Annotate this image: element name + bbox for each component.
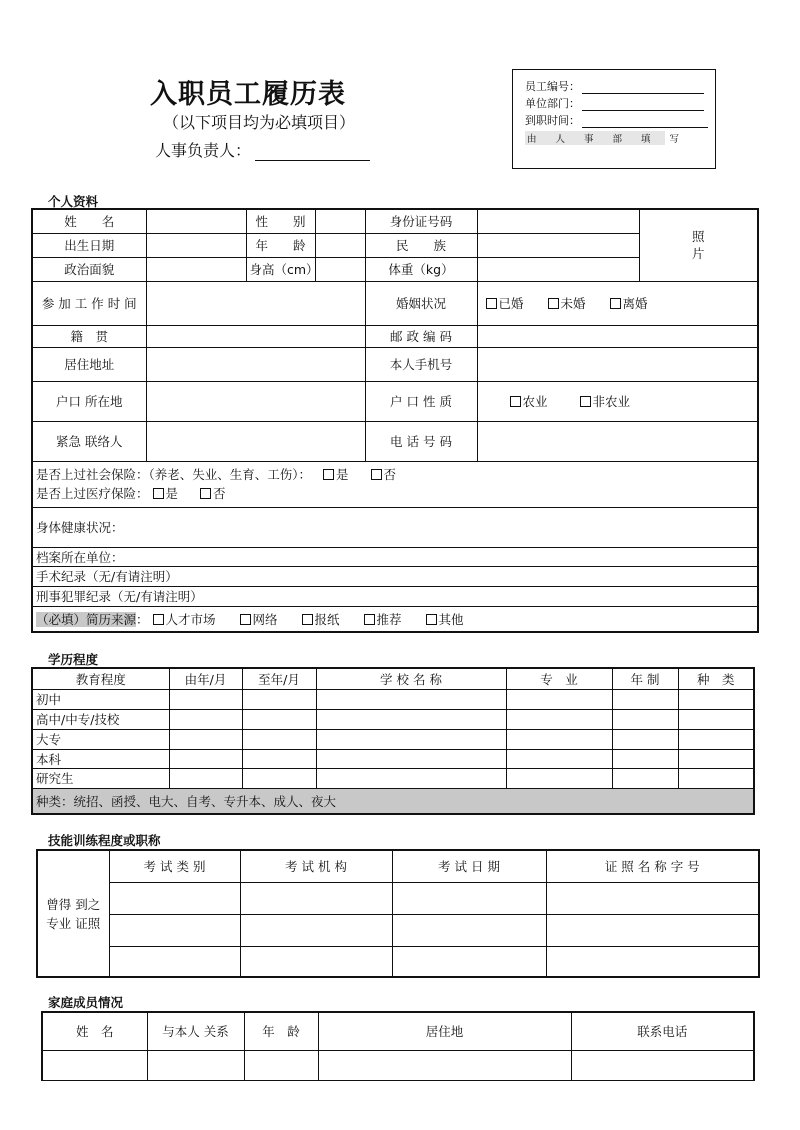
criminal-record-field[interactable]: 刑事犯罪纪录（无/有请注明） — [32, 586, 758, 606]
skills-cell[interactable] — [240, 882, 392, 914]
source-newspaper: 报纸 — [314, 611, 340, 627]
married-checkbox[interactable] — [486, 298, 497, 309]
source-referral-checkbox[interactable] — [364, 614, 375, 625]
skills-cell[interactable] — [546, 882, 759, 914]
edu-header-years: 年 制 — [612, 668, 678, 689]
nonrural-checkbox[interactable] — [580, 396, 591, 407]
emergency-contact-field[interactable] — [146, 421, 365, 461]
table-row — [32, 749, 754, 768]
social-insurance-no-checkbox[interactable] — [371, 469, 382, 480]
personal-info-table — [31, 208, 759, 633]
skills-header-exam-org: 考 试 机 构 — [240, 850, 392, 882]
edu-header-school: 学 校 名 称 — [316, 668, 506, 689]
resume-source-colon: ： — [136, 611, 149, 627]
birth-field[interactable] — [146, 233, 246, 257]
skills-cell[interactable] — [240, 946, 392, 977]
source-other-checkbox[interactable] — [426, 614, 437, 625]
unmarried-checkbox[interactable] — [548, 298, 559, 309]
section-title-skills: 技能训练程度或职称 — [48, 833, 161, 848]
social-insurance-line — [36, 465, 754, 484]
ethnic-field[interactable] — [477, 233, 639, 257]
edu-cell[interactable] — [316, 689, 506, 709]
emergency-contact-label: 紧急 联络人 — [32, 421, 146, 461]
family-header-relation: 与本人 关系 — [147, 1012, 244, 1050]
staff-no-row — [525, 78, 704, 94]
social-insurance-yes: 是 — [336, 467, 349, 482]
table-row — [32, 689, 754, 709]
edu-cell[interactable] — [242, 689, 316, 709]
social-insurance-label: 是否上过社会保险：（养老、失业、生育、工伤）： — [36, 467, 312, 482]
source-internet: 网络 — [252, 611, 278, 627]
hukou-location-field[interactable] — [146, 381, 365, 421]
phone-field[interactable] — [477, 421, 758, 461]
edu-cell[interactable] — [169, 768, 242, 788]
phone-label: 电 话 号 码 — [365, 421, 477, 461]
edu-cell[interactable] — [169, 729, 242, 749]
edu-cell[interactable] — [316, 709, 506, 729]
medical-insurance-yes-checkbox[interactable] — [153, 488, 164, 499]
resume-source-label: （必填）简历来源 — [36, 611, 137, 627]
edu-header-level: 教育程度 — [32, 668, 169, 689]
skills-cell[interactable] — [546, 914, 759, 946]
birth-label: 出生日期 — [32, 233, 146, 257]
edu-cell[interactable] — [612, 749, 678, 768]
edu-cell[interactable] — [169, 689, 242, 709]
source-talent-market: 人才市场 — [165, 611, 216, 627]
politics-label: 政治面貌 — [32, 257, 146, 281]
postcode-field[interactable] — [477, 325, 758, 347]
rural-option: 农业 — [522, 394, 548, 409]
skills-cell[interactable] — [240, 914, 392, 946]
edu-cell[interactable] — [242, 709, 316, 729]
medical-insurance-label: 是否上过医疗保险： — [36, 486, 149, 501]
edu-cell[interactable] — [242, 768, 316, 788]
certificates-side-label: 曾得 到之 专业 证照 — [37, 850, 109, 977]
medical-insurance-yes: 是 — [165, 486, 179, 501]
dept-field[interactable] — [582, 98, 704, 111]
weight-field[interactable] — [477, 257, 639, 281]
family-cell[interactable] — [571, 1050, 754, 1080]
edu-level-college: 大专 — [32, 729, 169, 749]
height-label: 身高（cm） — [246, 257, 315, 281]
staff-info-box — [512, 69, 716, 169]
edu-cell[interactable] — [169, 709, 242, 729]
hukou-location-label: 户口 所在地 — [32, 381, 146, 421]
table-row — [37, 914, 759, 946]
divorced-checkbox[interactable] — [610, 298, 621, 309]
edu-cell[interactable] — [316, 729, 506, 749]
gender-label: 性 别 — [246, 209, 315, 233]
table-row — [32, 768, 754, 788]
edu-cell[interactable] — [678, 749, 754, 768]
dept-row — [525, 95, 704, 111]
edu-cell[interactable] — [316, 768, 506, 788]
edu-types-note: 种类：统招、函授、电大、自考、专升本、成人、夜大 — [32, 788, 754, 814]
edu-cell[interactable] — [506, 689, 612, 709]
source-other: 其他 — [438, 611, 464, 627]
entry-date-label: 到职时间： — [525, 114, 580, 127]
height-field[interactable] — [315, 257, 365, 281]
name-field[interactable] — [146, 209, 246, 233]
edu-header-to: 至年/月 — [242, 668, 316, 689]
hukou-type-label: 户 口 性 质 — [365, 381, 477, 421]
archive-field[interactable]: 档案所在单位： — [32, 547, 758, 566]
edu-cell[interactable] — [169, 749, 242, 768]
table-row — [37, 946, 759, 977]
marriage-label: 婚姻状况 — [365, 281, 477, 325]
skills-table — [36, 849, 760, 978]
family-header-name: 姓 名 — [42, 1012, 147, 1050]
medical-insurance-no-checkbox[interactable] — [200, 488, 211, 499]
dept-label: 单位部门： — [525, 97, 580, 110]
age-field[interactable] — [315, 233, 365, 257]
source-talent-market-checkbox[interactable] — [153, 614, 164, 625]
source-internet-checkbox[interactable] — [240, 614, 251, 625]
address-field[interactable] — [146, 347, 365, 381]
hr-responsible-field[interactable] — [255, 144, 370, 161]
table-row — [42, 1050, 754, 1080]
family-header-age: 年 龄 — [244, 1012, 318, 1050]
surgery-record-field[interactable]: 手术纪录（无/有请注明） — [32, 566, 758, 586]
edu-cell[interactable] — [242, 749, 316, 768]
edu-cell[interactable] — [506, 729, 612, 749]
unmarried-option: 未婚 — [560, 296, 586, 311]
photo-label: 照 片 — [691, 229, 705, 262]
native-label: 籍 贯 — [32, 325, 146, 347]
edu-cell[interactable] — [316, 749, 506, 768]
skills-cell[interactable] — [109, 946, 240, 977]
ethnic-label: 民 族 — [365, 233, 477, 257]
edu-cell[interactable] — [506, 709, 612, 729]
edu-header-from: 由年/月 — [169, 668, 242, 689]
family-cell[interactable] — [42, 1050, 147, 1080]
medical-insurance-no: 否 — [213, 486, 226, 501]
mobile-label: 本人手机号 — [365, 347, 477, 381]
edu-cell[interactable] — [612, 729, 678, 749]
edu-cell[interactable] — [506, 749, 612, 768]
social-insurance-no: 否 — [383, 467, 397, 482]
native-field[interactable] — [146, 325, 365, 347]
family-cell[interactable] — [318, 1050, 571, 1080]
source-newspaper-checkbox[interactable] — [302, 614, 313, 625]
edu-cell[interactable] — [612, 689, 678, 709]
skills-header-exam-date: 考 试 日 期 — [392, 850, 546, 882]
edu-level-graduate: 研究生 — [32, 768, 169, 788]
marriage-options — [477, 281, 758, 325]
table-row — [37, 882, 759, 914]
entry-date-row — [525, 112, 708, 128]
edu-cell[interactable] — [678, 689, 754, 709]
edu-header-major: 专 业 — [506, 668, 612, 689]
edu-cell[interactable] — [678, 729, 754, 749]
hr-responsible-line — [155, 138, 370, 161]
education-table — [31, 667, 755, 815]
family-cell[interactable] — [147, 1050, 244, 1080]
edu-level-senior: 高中/中专/技校 — [32, 709, 169, 729]
id-no-label: 身份证号码 — [365, 209, 477, 233]
skills-cell[interactable] — [392, 882, 546, 914]
age-label: 年 龄 — [246, 233, 315, 257]
resume-source-row — [32, 606, 758, 632]
work-start-field[interactable] — [146, 281, 365, 325]
skills-header-cert-no: 证 照 名 称 字 号 — [546, 850, 759, 882]
politics-field[interactable] — [146, 257, 246, 281]
edu-cell[interactable] — [678, 709, 754, 729]
family-cell[interactable] — [244, 1050, 318, 1080]
family-header-residence: 居住地 — [318, 1012, 571, 1050]
rural-checkbox[interactable] — [510, 396, 521, 407]
edu-cell[interactable] — [612, 709, 678, 729]
health-field[interactable]: 身体健康状况： — [32, 507, 758, 547]
source-referral: 推荐 — [376, 611, 402, 627]
work-start-label: 参 加 工 作 时 间 — [32, 281, 146, 325]
skills-cell[interactable] — [392, 946, 546, 977]
edu-cell[interactable] — [612, 768, 678, 788]
staff-no-field[interactable] — [582, 81, 704, 94]
skills-cell[interactable] — [392, 914, 546, 946]
hr-fill-note: 由人事部填写 — [525, 131, 665, 145]
name-label: 姓 名 — [32, 209, 146, 233]
family-header-phone: 联系电话 — [571, 1012, 754, 1050]
weight-label: 体重（kg） — [365, 257, 477, 281]
table-row — [32, 709, 754, 729]
staff-no-label: 员工编号： — [525, 80, 580, 93]
edu-level-bachelor: 本科 — [32, 749, 169, 768]
edu-level-junior: 初中 — [32, 689, 169, 709]
edu-header-type: 种 类 — [678, 668, 754, 689]
skills-cell[interactable] — [109, 882, 240, 914]
skills-cell[interactable] — [109, 914, 240, 946]
social-insurance-yes-checkbox[interactable] — [323, 469, 334, 480]
insurance-row — [32, 461, 758, 507]
medical-insurance-line — [36, 484, 754, 503]
hr-responsible-label: 人事负责人： — [155, 141, 252, 160]
hukou-type-options — [477, 381, 758, 421]
entry-date-field[interactable] — [582, 115, 708, 128]
photo-box[interactable] — [639, 209, 758, 281]
family-table — [41, 1011, 755, 1081]
section-title-education: 学历程度 — [48, 652, 99, 667]
mobile-field[interactable] — [477, 347, 758, 381]
section-title-family: 家庭成员情况 — [48, 995, 124, 1010]
nonrural-option: 非农业 — [592, 394, 631, 409]
gender-field[interactable] — [315, 209, 365, 233]
married-option: 已婚 — [498, 296, 524, 311]
skills-header-exam-type: 考 试 类 别 — [109, 850, 240, 882]
edu-cell[interactable] — [678, 768, 754, 788]
address-label: 居住地址 — [32, 347, 146, 381]
edu-cell[interactable] — [242, 729, 316, 749]
postcode-label: 邮 政 编 码 — [365, 325, 477, 347]
form-subtitle: （以下项目均为必填项目） — [163, 113, 356, 132]
id-no-field[interactable] — [477, 209, 639, 233]
form-title: 入职员工履历表 — [150, 79, 346, 110]
table-row — [32, 729, 754, 749]
skills-cell[interactable] — [546, 946, 759, 977]
edu-cell[interactable] — [506, 768, 612, 788]
divorced-option: 离婚 — [622, 296, 648, 311]
section-title-personal: 个人资料 — [48, 194, 99, 209]
